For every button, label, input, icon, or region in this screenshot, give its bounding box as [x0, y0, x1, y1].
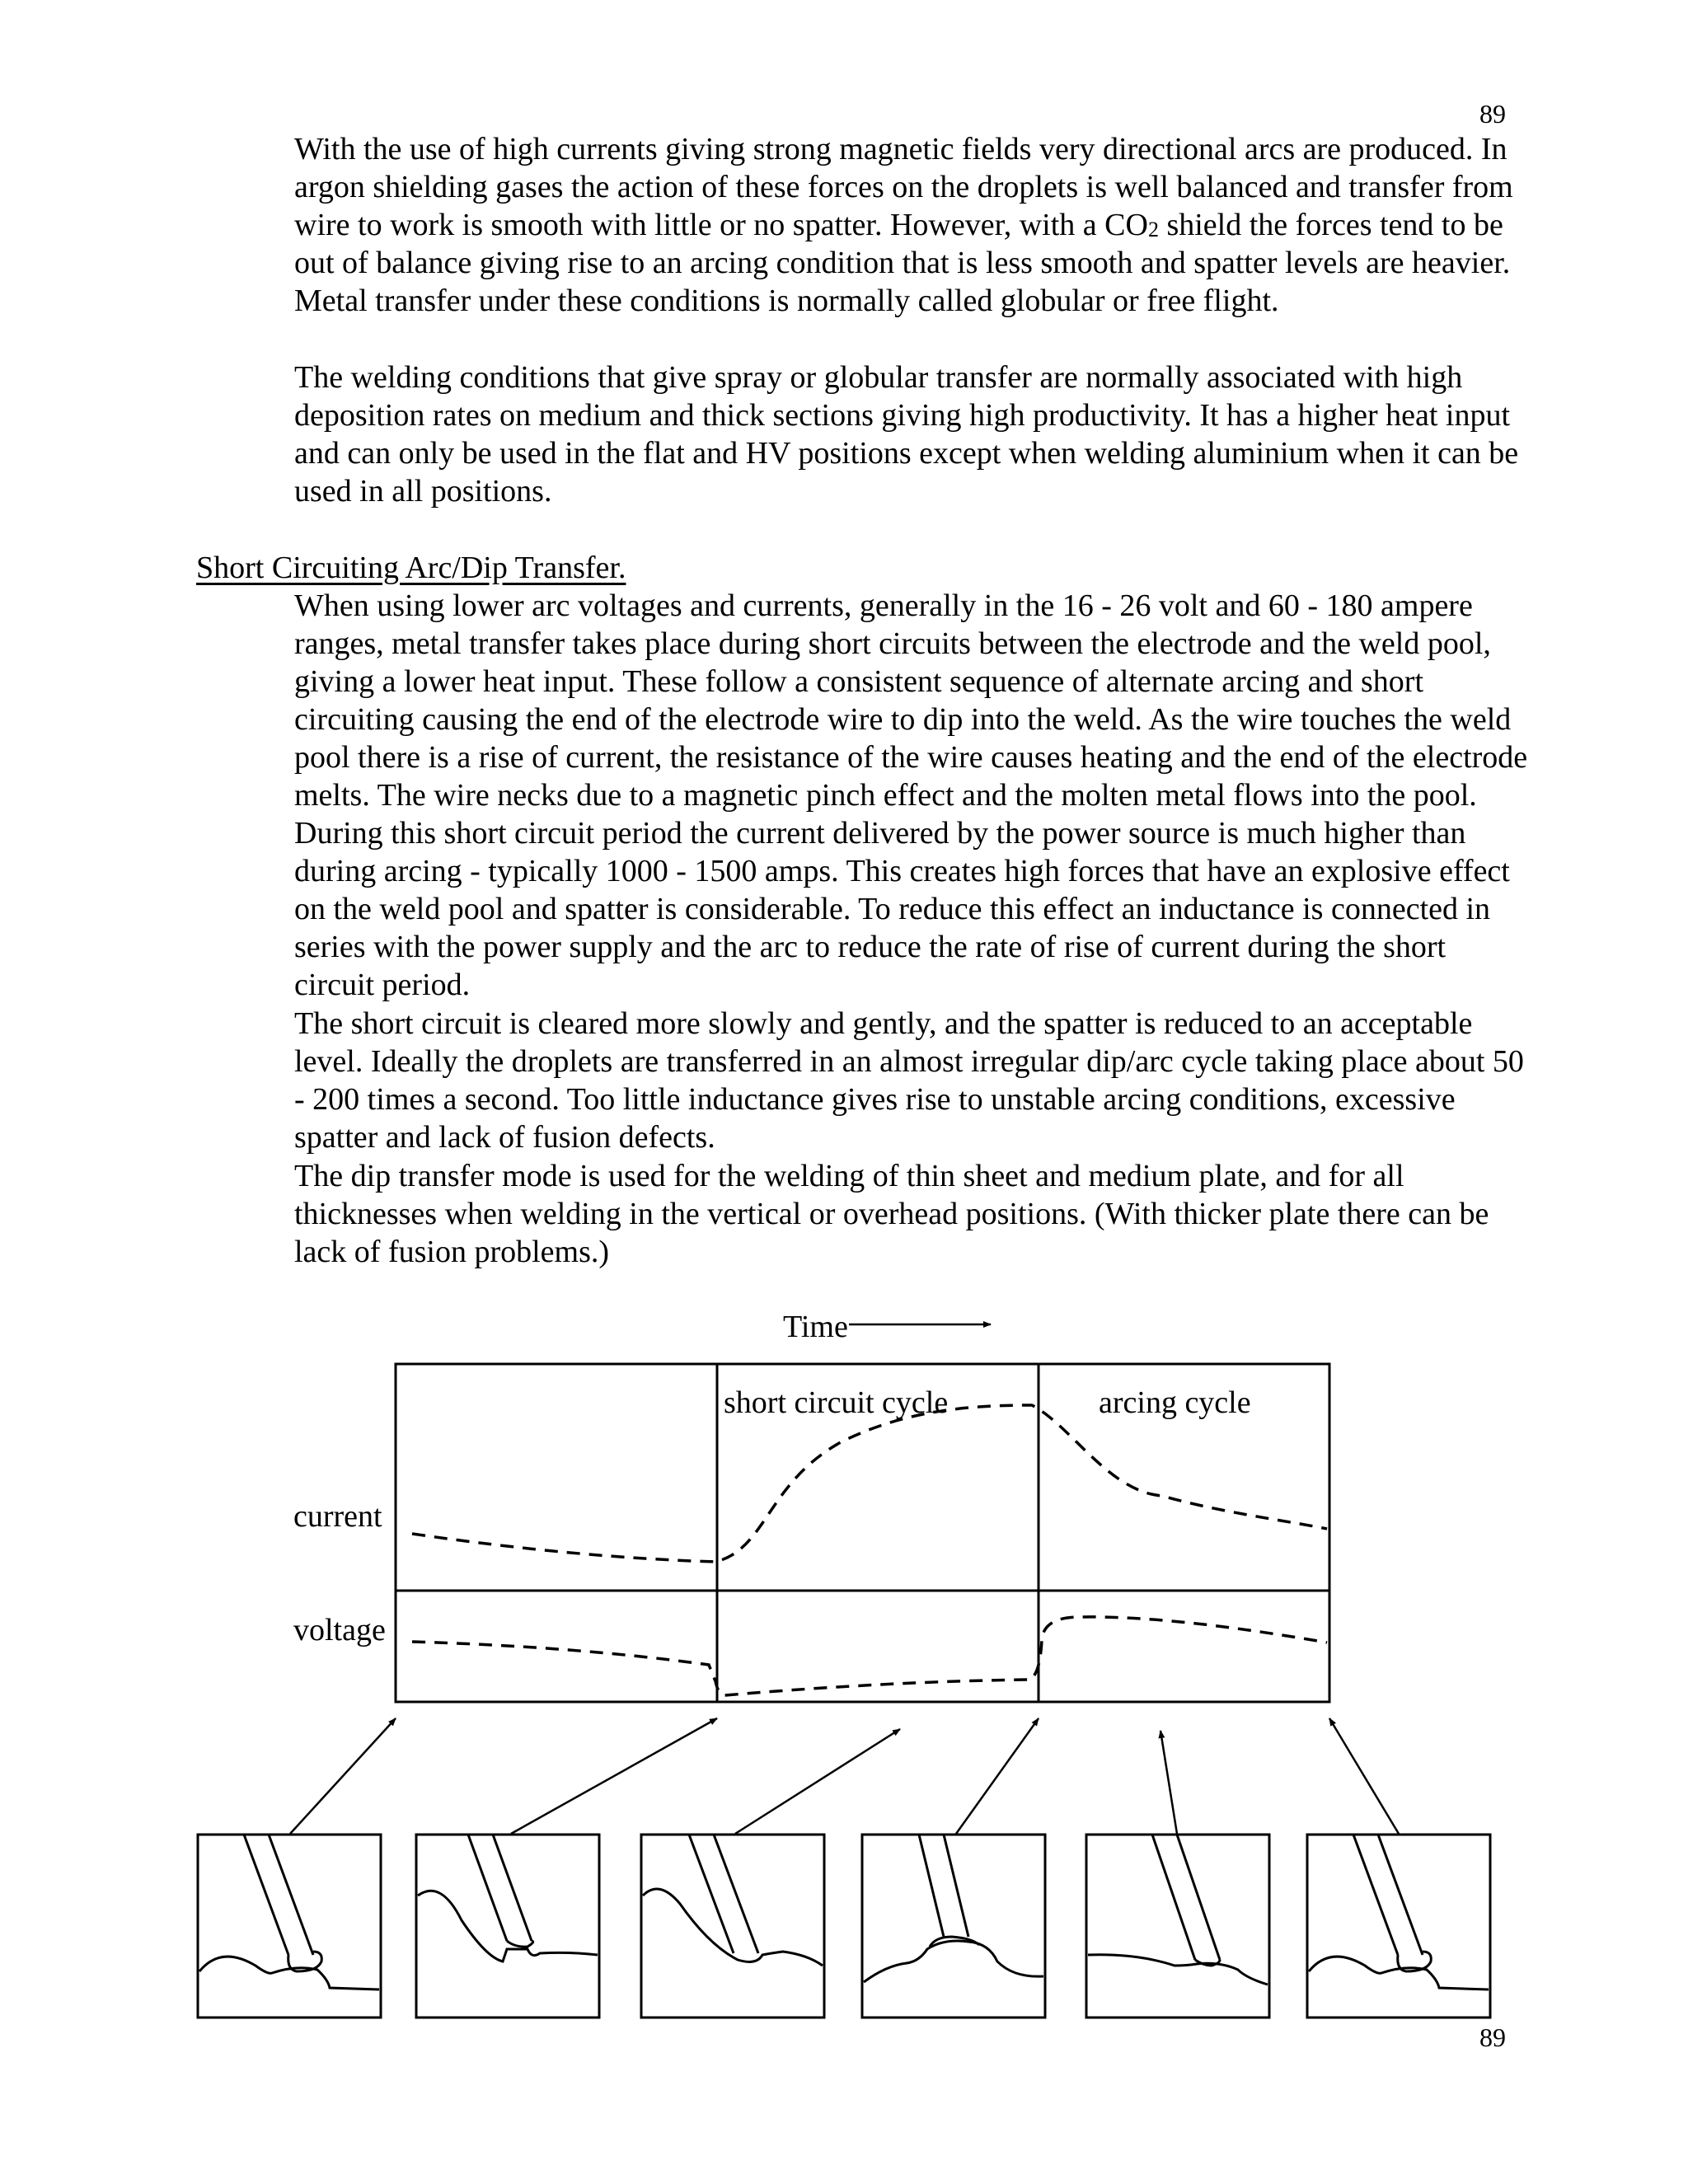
pointer-arrows	[290, 1718, 1399, 1834]
section-heading: Short Circuiting Arc/Dip Transfer.	[196, 551, 626, 585]
current-label: current	[293, 1499, 382, 1534]
page-number-bottom: 89	[1479, 2022, 1506, 2052]
voltage-waveform	[412, 1617, 1327, 1695]
current-waveform	[412, 1405, 1327, 1562]
paragraph-spray-globular: The welding conditions that give spray or globular transfer are normally associated with high deposition rates on medium and thick sections giving high productivity. It has a higher heat input and can only be used in the flat and HV positions except when welding aluminium when it can be used in all positions.	[294, 360, 1519, 509]
paragraph-text: shield the forces tend to be out of balance giving rise to an arcing condition that is less smooth and spatter levels are heavier. Metal transfer under these conditions is normally called globular or free flight.	[294, 208, 1511, 318]
voltage-label: voltage	[293, 1613, 386, 1647]
page-number-top: 89	[1479, 99, 1506, 129]
paragraph-dip-transfer-intro: When using lower arc voltages and currents, generally in the 16 - 26 volt and 60 - 180 ampere ranges, metal transfer takes place during short circuits between the electrode and the weld pool, giving a lower heat input. These follow a consistent sequence of alternate arcing and short circuiting causing the end of the electrode wire to dip into the weld. As the wire touches the weld pool there is a rise of current, the resistance of the wire causes heating and the end of the electrode melts. The wire necks due to a magnetic pinch effect and the molten metal flows into the pool. During this short circuit period the current delivered by the power source is much higher than during arcing - typically 1000 - 1500 amps. This creates high forces that have an explosive effect on the weld pool and spatter is considerable. To reduce this effect an inductance is connected in series with the power supply and the arc to reduce the rate of rise of current during the short circuit period.	[294, 588, 1528, 1002]
pointer-arrow	[956, 1718, 1039, 1834]
time-label: Time	[783, 1310, 848, 1344]
short-circuit-cycle-label: short circuit cycle	[724, 1385, 949, 1420]
stage-panel-4	[862, 1835, 1045, 2018]
dip-transfer-diagram	[0, 1286, 1688, 2027]
paragraph-text: With the use of high currents giving strong magnetic fields very directional arcs are produced. In argon shielding gases the action of these forces on the droplets is well balanced and transfer from wire to work is smooth with little or no spatter. However, with a CO	[294, 132, 1513, 242]
time-axis	[783, 1310, 991, 1344]
stage-panel-6	[1307, 1835, 1490, 2018]
pointer-arrow	[1329, 1718, 1399, 1834]
stage-panel-5	[1086, 1835, 1269, 2018]
stage-panel-3	[641, 1835, 824, 2018]
paragraph-short-circuit-cleared: The short circuit is cleared more slowly and gently, and the spatter is reduced to an acceptable level. Ideally the droplets are transferred in an almost irregular dip/arc cycle taking place about 50 - 200 times a second. Too little inductance gives rise to unstable arcing conditions, excessive spatter and lack of fusion defects.	[294, 1006, 1524, 1155]
pointer-arrow	[290, 1718, 396, 1834]
subscript-2: 2	[1147, 218, 1159, 241]
stage-panel-1	[198, 1835, 381, 2018]
stage-panel-2	[416, 1835, 599, 2018]
paragraph-high-current-transfer	[294, 130, 1531, 320]
pointer-arrow	[511, 1718, 717, 1834]
arcing-cycle-label: arcing cycle	[1099, 1385, 1251, 1420]
pointer-arrow	[735, 1729, 900, 1834]
paragraph-dip-transfer-usage: The dip transfer mode is used for the welding of thin sheet and medium plate, and for all thicknesses when welding in the vertical or overhead positions. (With thicker plate there can be lack of fusion problems.)	[294, 1159, 1489, 1269]
pointer-arrow	[1160, 1731, 1177, 1834]
droplet-stage-panels	[198, 1835, 1490, 2018]
